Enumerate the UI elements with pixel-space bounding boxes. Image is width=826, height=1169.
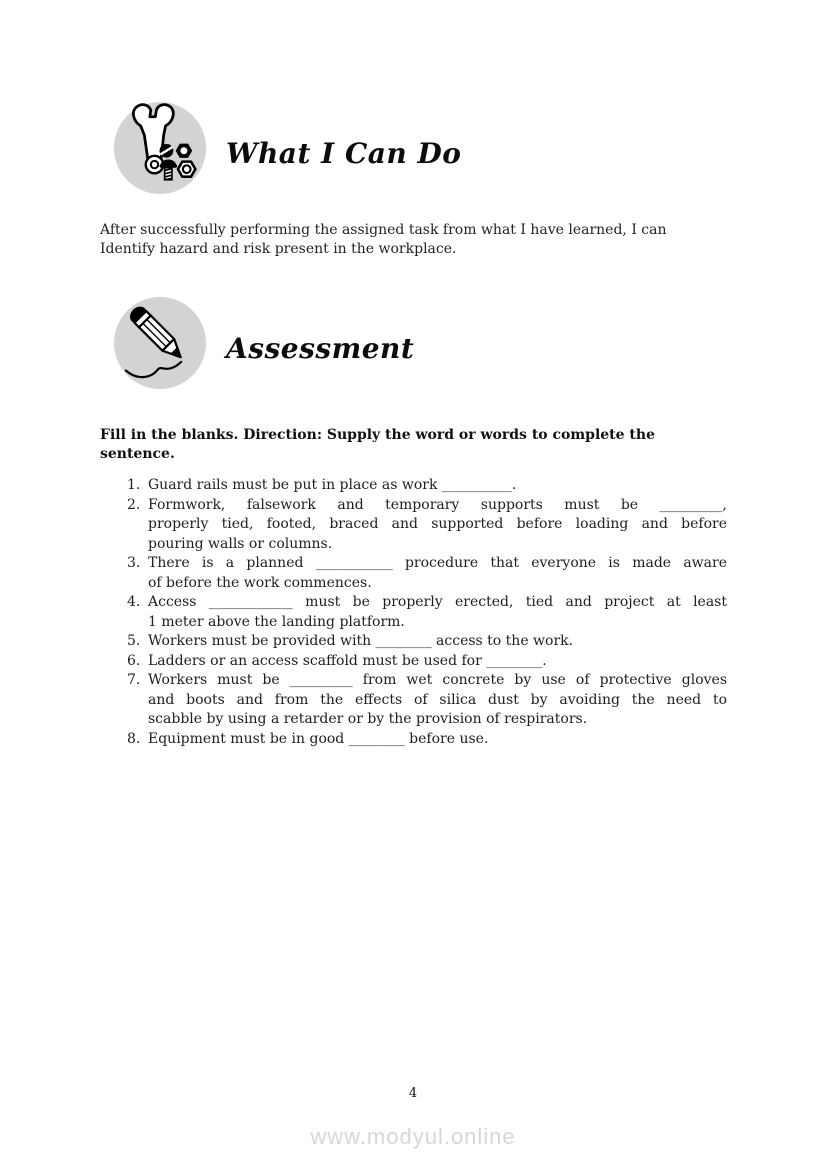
question-item (127, 671, 727, 730)
direction-text: Fill in the blanks. Direction: Supply the word or words to complete the sentence. (100, 427, 655, 462)
question-line: pouring walls or columns. (148, 535, 333, 552)
question-item (127, 593, 727, 632)
question-line: Workers must be provided with ________ access to the work. (148, 633, 574, 649)
question-item (127, 652, 727, 672)
question-number: 6. (127, 652, 141, 669)
question-number: 7. (127, 672, 141, 688)
question-number: 4. (127, 594, 141, 610)
questions-list (127, 476, 727, 749)
question-line: and boots and from the effects of silica dust by avoiding the need to (148, 691, 727, 708)
question-number: 5. (127, 633, 141, 649)
question-number: 8. (127, 730, 141, 747)
page-number: 4 (408, 1086, 418, 1101)
question-line: Formwork, falsework and temporary supports must be _________, (148, 496, 727, 513)
question-line: 1 meter above the landing platform. (148, 613, 405, 630)
white-hex-nut (178, 162, 195, 177)
question-line: properly tied, footed, braced and supported before loading and before (148, 516, 727, 532)
question-line: Workers must be _________ from wet concrete by use of protective gloves (148, 672, 727, 688)
washer (160, 144, 174, 158)
what-i-can-do-header (114, 102, 461, 194)
question-line: of before the work commences. (148, 574, 372, 591)
question-number: 3. (127, 555, 141, 571)
question-item (127, 632, 727, 652)
question-number: 1. (127, 477, 141, 493)
question-line: Access ____________ must be properly erected, tied and project at least (148, 594, 727, 610)
question-line: Guard rails must be put in place as work __________. (148, 477, 517, 493)
assessment-title: Assessment (226, 331, 415, 365)
question-item (127, 476, 727, 496)
watermark: www.modyul.online (310, 1124, 516, 1149)
wrench-tools-icon (114, 102, 206, 194)
question-number: 2. (127, 496, 141, 513)
question-line: Ladders or an access scaffold must be used for ________. (148, 652, 547, 669)
question-item (127, 496, 727, 555)
question-item (127, 554, 727, 593)
question-line: There is a planned ___________ procedure that everyone is made aware (148, 555, 727, 571)
assessment-header (114, 297, 414, 389)
intro-paragraph: After successfully performing the assigned task from what I have learned, I can Identify hazard and risk present in the workplace. (100, 222, 667, 257)
pencil-icon (114, 297, 206, 389)
question-item (127, 730, 727, 750)
question-line: scabble by using a retarder or by the provision of respirators. (148, 711, 588, 727)
question-line: Equipment must be in good ________ before use. (148, 730, 489, 747)
what-i-can-do-title: What I Can Do (226, 136, 462, 170)
